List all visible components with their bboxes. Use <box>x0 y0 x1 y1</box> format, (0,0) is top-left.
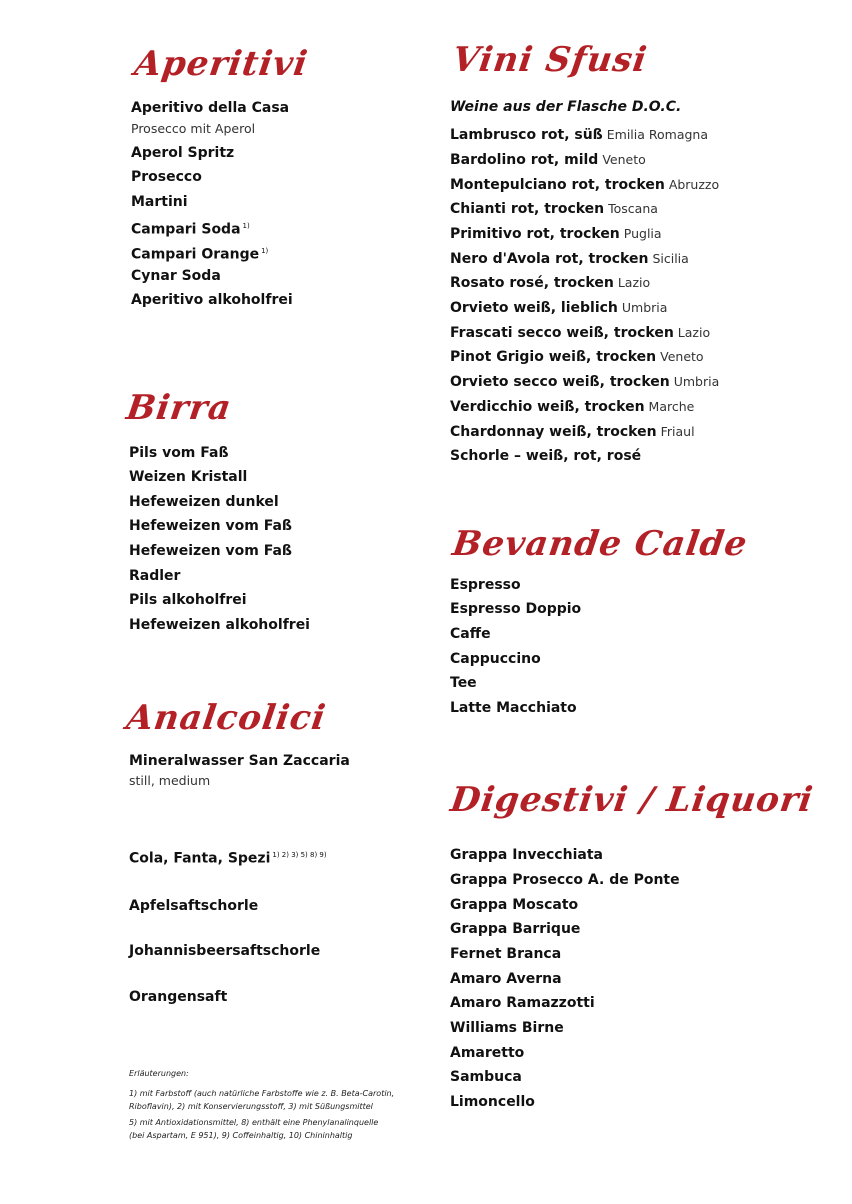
menu-item: Radler <box>129 568 181 584</box>
menu-item: Hefeweizen vom Faß <box>129 543 292 559</box>
menu-item: Cynar Soda <box>131 268 221 284</box>
notes-line: Riboflavin), 2) mit Konservierungsstoff, 3) mit Süßungsmittel <box>129 1102 373 1111</box>
menu-item: Williams Birne <box>450 1020 564 1036</box>
menu-item: Pils vom Faß <box>129 445 229 461</box>
wine-region: Puglia <box>623 226 662 241</box>
menu-item: Amaro Averna <box>450 971 562 987</box>
menu-item: Fernet Branca <box>450 946 562 962</box>
wine-region: Abruzzo <box>668 177 720 192</box>
menu-item: Limoncello <box>450 1094 535 1110</box>
menu-item: Prosecco <box>131 169 202 185</box>
wine-region: Umbria <box>673 374 720 389</box>
vini-heading: Vini Sfusi <box>450 40 650 80</box>
menu-item: Cola, Fanta, Spezi $^{1) 2) 3) 5) 8) 9)}$ <box>129 850 327 867</box>
menu-item: Martini <box>131 194 188 210</box>
wine-region: Sicilia <box>652 251 689 266</box>
wine-item: Pinot Grigio weiß, trocken Veneto <box>450 349 704 365</box>
menu-item: Tee <box>450 675 477 691</box>
menu-item: Mineralwasser San Zaccaria <box>129 753 350 769</box>
menu-item: Hefeweizen vom Faß <box>129 518 292 534</box>
wine-item: Rosato rosé, trocken Lazio <box>450 275 651 291</box>
menu-item: Espresso <box>450 577 521 593</box>
wine-region: Veneto <box>602 152 646 167</box>
left-column <box>0 0 420 1204</box>
menu-item: Pils alkoholfrei <box>129 592 247 608</box>
aperitivi-heading: Aperitivi <box>132 44 311 84</box>
wine-item: Verdicchio weiß, trocken Marche <box>450 399 695 415</box>
wine-item: Chardonnay weiß, trocken Friaul <box>450 424 695 440</box>
menu-item: Grappa Invecchiata <box>450 847 603 863</box>
right-column <box>420 0 852 1204</box>
notes-line: (bei Aspartam, E 951), 9) Coffeinhaltig, 10) Chininhaltig <box>129 1131 353 1140</box>
wine-region: Lazio <box>617 275 651 290</box>
menu-item-description: Prosecco mit Aperol <box>131 121 256 136</box>
wine-item: Orvieto weiß, lieblich Umbria <box>450 300 668 316</box>
notes-title: Erläuterungen: <box>129 1069 189 1078</box>
menu-item: Campari Orange $^{1)}$ <box>131 246 269 263</box>
wine-item: Bardolino rot, mild Veneto <box>450 152 646 168</box>
wine-region: Veneto <box>660 349 704 364</box>
menu-item: Campari Soda $^{1)}$ <box>131 221 250 238</box>
menu-item: Sambuca <box>450 1069 522 1085</box>
additive-note: 1) <box>261 247 269 255</box>
menu-item-description: still, medium <box>129 773 211 788</box>
notes-line: 1) mit Farbstoff (auch natürliche Farbstoffe wie z. B. Beta-Carotin, <box>129 1089 395 1098</box>
wine-item: Frascati secco weiß, trocken Lazio <box>450 325 711 341</box>
digestivi-heading: Digestivi / Liquori <box>448 780 816 820</box>
wine-item: Chianti rot, trocken Toscana <box>450 201 658 217</box>
menu-item: Johannisbeersaftschorle <box>129 943 321 959</box>
calde-heading: Bevande Calde <box>450 524 751 564</box>
menu-item: Aperitivo della Casa <box>131 100 290 116</box>
menu-item: Grappa Barrique <box>450 921 581 937</box>
menu-item: Grappa Prosecco A. de Ponte <box>450 872 680 888</box>
menu-item: Cappuccino <box>450 651 541 667</box>
wine-region: Toscana <box>608 201 658 216</box>
menu-item: Espresso Doppio <box>450 601 582 617</box>
menu-item: Weizen Kristall <box>129 469 248 485</box>
wine-region: Emilia Romagna <box>606 127 709 142</box>
analcolici-heading: Analcolici <box>124 698 329 738</box>
wine-item: Montepulciano rot, trocken Abruzzo <box>450 177 720 193</box>
menu-item: Amaro Ramazzotti <box>450 995 595 1011</box>
menu-item: Grappa Moscato <box>450 897 579 913</box>
menu-item: Hefeweizen alkoholfrei <box>129 617 310 633</box>
additive-note: 1) <box>242 222 250 230</box>
wine-item: Orvieto secco weiß, trocken Umbria <box>450 374 720 390</box>
menu-item: Caffe <box>450 626 491 642</box>
birra-heading: Birra <box>124 388 235 428</box>
wine-region: Umbria <box>621 300 668 315</box>
wine-region: Friaul <box>660 424 695 439</box>
additive-note: 1) 2) 3) 5) 8) 9) <box>272 851 327 859</box>
menu-item: Latte Macchiato <box>450 700 577 716</box>
wine-item: Nero d'Avola rot, trocken Sicilia <box>450 251 689 267</box>
menu-item: Aperitivo alkoholfrei <box>131 292 293 308</box>
wine-item: Schorle – weiß, rot, rosé <box>450 448 642 464</box>
menu-item: Hefeweizen dunkel <box>129 494 279 510</box>
vini-intro: Weine aus der Flasche D.O.C. <box>450 99 682 115</box>
wine-region: Lazio <box>677 325 711 340</box>
menu-item: Amaretto <box>450 1045 525 1061</box>
menu-item: Apfelsaftschorle <box>129 898 259 914</box>
notes-line: 5) mit Antioxidationsmittel, 8) enthält eine Phenylanalinquelle <box>129 1118 379 1127</box>
wine-item: Lambrusco rot, süß Emilia Romagna <box>450 127 709 143</box>
menu-item: Orangensaft <box>129 989 228 1005</box>
wine-item: Primitivo rot, trocken Puglia <box>450 226 662 242</box>
menu-item: Aperol Spritz <box>131 145 235 161</box>
wine-region: Marche <box>648 399 695 414</box>
